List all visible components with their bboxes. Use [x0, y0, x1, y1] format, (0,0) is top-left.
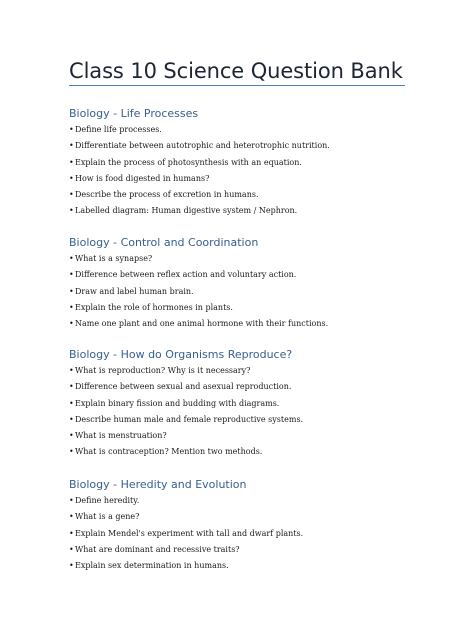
question-item — [69, 171, 429, 187]
question-text: Explain Mendel's experiment with tall and dwarf plants. — [75, 528, 304, 538]
question-item — [69, 267, 429, 283]
bullet-icon: • — [69, 286, 74, 296]
section-reproduction — [69, 347, 429, 461]
section-heredity-evolution — [69, 477, 429, 574]
question-text: Define life processes. — [75, 125, 162, 134]
question-text: Differentiate between autotrophic and heterotrophic nutrition. — [75, 141, 330, 151]
question-item — [69, 316, 429, 332]
section-heading: Biology - How do Organisms Reproduce? — [69, 348, 293, 361]
question-item — [69, 509, 429, 525]
question-text: What is menstruation? — [75, 431, 167, 441]
question-text: Draw and label human brain. — [75, 286, 194, 296]
question-text: How is food digested in humans? — [75, 173, 210, 183]
bullet-icon: • — [69, 157, 74, 167]
question-item — [69, 251, 429, 267]
bullet-icon: • — [69, 254, 74, 263]
question-item — [69, 396, 429, 412]
section-heading: Biology - Life Processes — [69, 107, 199, 120]
question-item — [69, 542, 429, 558]
section-life-processes — [69, 106, 429, 220]
question-item — [69, 300, 429, 316]
question-item — [69, 155, 429, 171]
question-text: What is a synapse? — [75, 254, 153, 263]
question-text: Difference between reflex action and voluntary action. — [75, 270, 297, 280]
question-text: Labelled diagram: Human digestive system / Nephron. — [75, 206, 298, 216]
question-item — [69, 379, 429, 395]
question-item — [69, 203, 429, 219]
question-text: What is contraception? Mention two methods. — [75, 447, 263, 457]
bullet-icon: • — [69, 206, 74, 216]
question-text: Explain sex determination in humans. — [75, 561, 229, 571]
question-item — [69, 363, 429, 379]
bullet-icon: • — [69, 512, 74, 522]
bullet-icon: • — [69, 496, 74, 505]
question-item — [69, 493, 429, 509]
bullet-icon: • — [69, 561, 74, 571]
bullet-icon: • — [69, 431, 74, 441]
bullet-icon: • — [69, 125, 74, 134]
question-text: Name one plant and one animal hormone with their functions. — [75, 319, 329, 329]
question-item — [69, 284, 429, 300]
bullet-icon: • — [69, 319, 74, 329]
question-item — [69, 138, 429, 154]
bullet-icon: • — [69, 528, 74, 538]
bullet-icon: • — [69, 414, 74, 424]
question-text: Describe human male and female reproductive systems. — [75, 414, 304, 424]
question-item — [69, 526, 429, 542]
section-control-coordination — [69, 235, 429, 332]
bullet-icon: • — [69, 173, 74, 183]
question-item — [69, 558, 429, 574]
section-heading: Biology - Control and Coordination — [69, 236, 259, 249]
bullet-icon: • — [69, 141, 74, 151]
document-title: Class 10 Science Question Bank — [69, 59, 403, 83]
bullet-icon: • — [69, 447, 74, 457]
bullet-icon: • — [69, 382, 74, 392]
question-text: Explain binary fission and budding with diagrams. — [75, 398, 280, 408]
question-item — [69, 187, 429, 203]
title-divider — [69, 85, 405, 86]
question-text: Difference between sexual and asexual reproduction. — [75, 382, 292, 392]
question-item — [69, 122, 429, 138]
question-item — [69, 412, 429, 428]
bullet-icon: • — [69, 398, 74, 408]
section-heading: Biology - Heredity and Evolution — [69, 478, 247, 491]
question-text: What is a gene? — [75, 512, 140, 522]
bullet-icon: • — [69, 190, 74, 200]
question-text: Explain the role of hormones in plants. — [75, 302, 233, 312]
question-text: What are dominant and recessive traits? — [75, 544, 240, 554]
question-text: Explain the process of photosynthesis with an equation. — [75, 157, 302, 167]
question-text: What is reproduction? Why is it necessary? — [75, 366, 251, 375]
bullet-icon: • — [69, 302, 74, 312]
question-item — [69, 428, 429, 444]
question-text: Define heredity. — [75, 496, 140, 505]
question-item — [69, 444, 429, 460]
question-text: Describe the process of excretion in humans. — [75, 190, 259, 200]
bullet-icon: • — [69, 366, 74, 375]
bullet-icon: • — [69, 270, 74, 280]
bullet-icon: • — [69, 544, 74, 554]
